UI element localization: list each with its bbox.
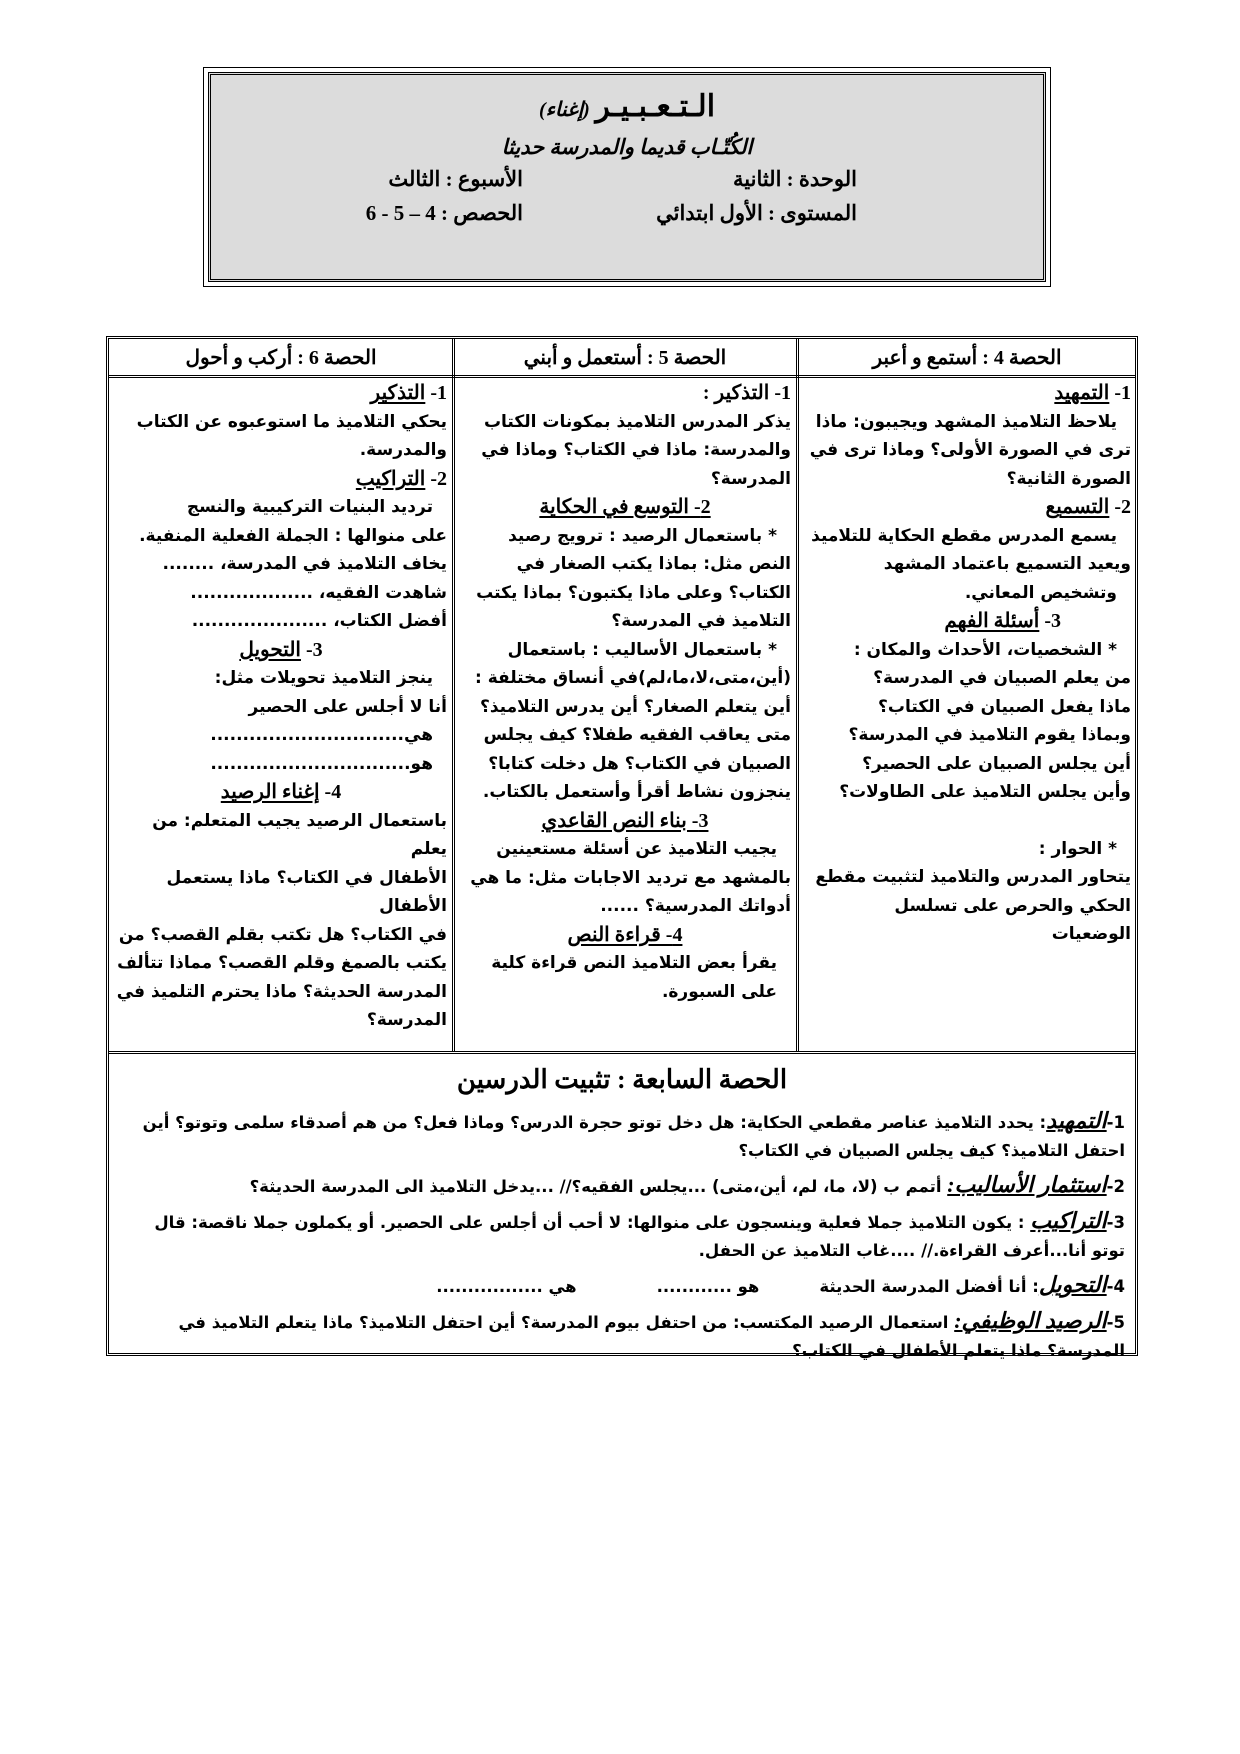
col5-line: * باستعمال الرصيد : ترويج رصيد: [508, 525, 777, 546]
col6-line: أنا لا أجلس على الحصير: [248, 696, 447, 717]
section-title: أسئلة الفهم: [944, 610, 1040, 632]
header-divider: [109, 375, 1135, 378]
col6-line: هي..............................: [210, 725, 433, 745]
col5-line: يجيب التلاميذ عن أسئلة مستعينين: [496, 839, 777, 859]
item-label: التراكيب: [1030, 1208, 1107, 1233]
col6-line: يكتب بالصمغ وقلم القصب؟ مماذا تتألف: [117, 953, 447, 973]
col4-line: من يعلم الصبيان في المدرسة؟: [873, 668, 1131, 688]
item-text: : أنا أفضل المدرسة الحديثة: [819, 1277, 1039, 1296]
item-text: استعمال الرصيد المكتسب: من احتفل بيوم المدرسة؟ أين احتفل التلاميذ؟ ماذا يتعلم التلاميذ في المدرسة؟ ماذا يتعلم الأطفال في الكتاب؟: [178, 1313, 1125, 1360]
item-text: : يحدد التلاميذ عناصر مقطعي الحكاية: هل دخل توتو حجرة الدرس؟ وماذا فعل؟ من هم أصدقاء سلمى وتوتو؟ أين احتفل التلاميذ؟ كيف يجلس الصبيان في الكتاب؟: [142, 1113, 1125, 1160]
section-title: التسميع: [1045, 496, 1110, 518]
section-number: 1-: [430, 382, 447, 404]
item-number: 5-: [1106, 1313, 1125, 1332]
section-number: 1-: [1114, 382, 1131, 404]
week-label: الأسبوع : الثالث: [388, 167, 523, 191]
section-title: 4- قراءة النص: [567, 923, 683, 946]
col6-line: على منوالها : الجملة الفعلية المنفية.: [139, 525, 447, 546]
title-main: الـتـعـبـيـر: [595, 90, 716, 123]
section-title: 3- بناء النص القاعدي: [541, 809, 709, 832]
col5-line: على السبورة.: [661, 981, 777, 1002]
section-title: 2- التوسع في الحكاية: [539, 496, 711, 518]
col4-line: يتحاور المدرس والتلاميذ لتثبيت مقطع: [815, 867, 1131, 887]
col4-line: وتشخيص المعاني.: [964, 582, 1117, 603]
col5-line: * باستعمال الأساليب : باستعمال: [507, 639, 777, 660]
col4-line: الوضعيات: [1051, 924, 1131, 944]
col6-s2-heading: [115, 465, 447, 494]
header-box: [208, 72, 1046, 282]
col6-content: [115, 379, 447, 1035]
col4-line: ماذا يفعل الصبيان في الكتاب؟: [878, 696, 1131, 717]
col5-line: متى يعاقب الفقيه طفلا؟ كيف يجلس: [483, 725, 791, 745]
col4-line: يسمع المدرس مقطع الحكاية للتلاميذ: [811, 525, 1117, 546]
level-label: المستوى : الأول ابتدائي: [656, 201, 857, 225]
col5-line: والمدرسة: ماذا في الكتاب؟ وماذا في: [481, 440, 791, 460]
col4-line: وبماذا يقوم التلاميذ في المدرسة؟: [848, 725, 1131, 745]
col6-line: يخاف التلاميذ في المدرسة، ........: [162, 554, 447, 574]
col5-s1-heading: 1- التذكير :: [702, 382, 791, 404]
col6-heading: الحصة 6 : أركب و أحول: [185, 347, 377, 369]
section-title: التمهيد: [1054, 382, 1110, 404]
col4-line: وأين يجلس التلاميذ على الطاولات؟: [839, 782, 1131, 802]
section-title: التذكير: [370, 382, 426, 404]
column-divider: [796, 339, 799, 1051]
col4-line: أين يجلس الصبيان على الحصير؟: [862, 753, 1131, 774]
spacer: [805, 807, 1131, 835]
section-title: التراكيب: [355, 467, 426, 490]
lesson-title: [211, 89, 1043, 124]
col6-line: في الكتاب؟ هل تكتب بقلم القصب؟ من: [118, 924, 447, 945]
col5-line: يذكر المدرس التلاميذ بمكونات الكتاب: [483, 411, 791, 432]
sessions-label: الحصص : 4 – 5 - 6: [365, 201, 523, 225]
col6-line: الأطفال في الكتاب؟ ماذا يستعمل الأطفال: [166, 867, 447, 916]
item-number: 1-: [1106, 1113, 1125, 1132]
col6-line: المدرسة؟: [366, 1010, 447, 1030]
col4-s1-heading: [805, 379, 1131, 408]
seventh-item-5: [119, 1307, 1125, 1365]
col6-line: المدرسة الحديثة؟ ماذا يحترم التلميذ في: [116, 981, 447, 1002]
seventh-item-3: [119, 1207, 1125, 1265]
col5-line: يقرأ بعض التلاميذ النص قراءة كلية: [491, 953, 777, 973]
col6-s1-heading: [115, 379, 447, 408]
item-label: استثمار الأساليب:: [947, 1172, 1107, 1197]
col5-line: النص مثل: بماذا يكتب الصغار في: [516, 554, 791, 574]
col5-line: أين يتعلم الصغار؟ أين يدرس التلاميذ؟: [479, 696, 791, 717]
col5-line: الصبيان في الكتاب؟ هل دخلت كتابا؟: [488, 753, 791, 774]
col5-line: التلاميذ في المدرسة؟: [611, 611, 791, 631]
section-number: 4-: [324, 781, 342, 803]
col5-heading: الحصة 5 : أستعمل و أبني: [523, 347, 727, 369]
lesson-subtitle: الكُتّـاب قديما والمدرسة حديثا: [501, 135, 753, 159]
unit-label: الوحدة : الثانية: [733, 167, 857, 191]
col6-line: ينجز التلاميذ تحويلات مثل:: [214, 668, 433, 688]
col5-line: أدواتك المدرسية؟ ......: [600, 896, 791, 916]
seventh-item-4: [119, 1271, 1125, 1301]
col4-line: ويعيد التسميع باعتماد المشهد: [883, 554, 1131, 574]
col6-s3-heading: [115, 636, 447, 665]
col4-line: يلاحظ التلاميذ المشهد ويجيبون: ماذا: [815, 411, 1117, 432]
col6-line: ترديد البنيات التركيبية والنسج: [186, 497, 433, 517]
col5-line: المدرسة؟: [710, 468, 791, 489]
section-number: 2-: [430, 467, 447, 490]
section-number: 3-: [305, 638, 323, 661]
item-label: الرصيد الوظيفي:: [954, 1308, 1107, 1333]
col5-line: بالمشهد مع ترديد الاجابات مثل: ما هي: [470, 867, 791, 888]
seventh-item-1: [119, 1107, 1125, 1165]
seventh-session-content: [119, 1107, 1125, 1371]
title-note: (إغناء): [538, 99, 590, 121]
item-text: : يكون التلاميذ جملا فعلية وينسجون على منوالها: لا أحب أن أجلس على الحصير. أو يكملون جملا ناقصة: قال توتو أنا...أعرف القراءة.// ....غاب التلاميذ عن الحفل.: [154, 1213, 1125, 1260]
section-title: التحويل: [239, 638, 301, 661]
col4-line: الحكي والحرص على تسلسل: [894, 895, 1131, 916]
col5-content: [459, 379, 791, 1006]
item-label: التحويل: [1038, 1272, 1107, 1297]
col5-line: ينجزون نشاط أقرأ وأستعمل بالكتاب.: [482, 782, 791, 802]
col4-heading: الحصة 4 : أستمع و أعبر: [872, 347, 1062, 369]
col6-s4-heading: [115, 778, 447, 807]
col5-s2-heading: [459, 493, 791, 522]
col4-s2-heading: [805, 493, 1131, 522]
col4-line: الصورة الثانية؟: [1006, 468, 1131, 489]
section-title: إغناء الرصيد: [220, 781, 320, 803]
col6-line: يحكي التلاميذ ما استوعبوه عن الكتاب: [136, 411, 447, 432]
col4-line: ترى في الصورة الأولى؟ وماذا ترى في: [809, 440, 1131, 460]
col4-sub: * الشخصيات، الأحداث والمكان :: [853, 639, 1117, 660]
item-number: 2-: [1106, 1177, 1125, 1196]
seventh-item-2: [119, 1171, 1125, 1201]
col5-line: (أين،متى،لا،ما،لم)في أنساق مختلفة :: [474, 668, 791, 688]
col6-line: والمدرسة.: [359, 440, 447, 460]
col6-line: هو...............................: [210, 753, 433, 774]
item-blank: هو ............: [656, 1277, 760, 1296]
lessons-table: [106, 336, 1138, 1360]
item-text: أتمم ب (لا، ما، لم، أين،متى) ...يجلس الفقيه؟// ...يدخل التلاميذ الى المدرسة الحديثة؟: [249, 1177, 948, 1196]
seventh-session-title: الحصة السابعة : تثبيت الدرسين: [456, 1065, 788, 1094]
section-number: 2-: [1114, 496, 1131, 518]
col4-content: [805, 379, 1131, 949]
column-divider: [452, 339, 455, 1051]
col6-line: أفضل الكتاب، .....................: [191, 611, 447, 631]
col5-s4-heading: [459, 921, 791, 950]
col6-line: شاهدت الفقيه، ...................: [190, 582, 447, 603]
item-number: 3-: [1106, 1213, 1125, 1232]
col4-sub: * الحوار :: [1038, 838, 1117, 859]
col4-s3-heading: [805, 607, 1131, 636]
col5-line: الكتاب؟ وعلى ماذا يكتبون؟ بماذا يكتب: [476, 582, 791, 603]
col6-line: باستعمال الرصيد يجيب المتعلم: من يعلم: [152, 810, 447, 859]
item-blank: هي .................: [436, 1277, 577, 1296]
item-label: التمهيد: [1046, 1108, 1107, 1133]
item-number: 4-: [1106, 1277, 1125, 1296]
section-number: 3-: [1044, 610, 1061, 632]
col5-s3-heading: [459, 807, 791, 836]
